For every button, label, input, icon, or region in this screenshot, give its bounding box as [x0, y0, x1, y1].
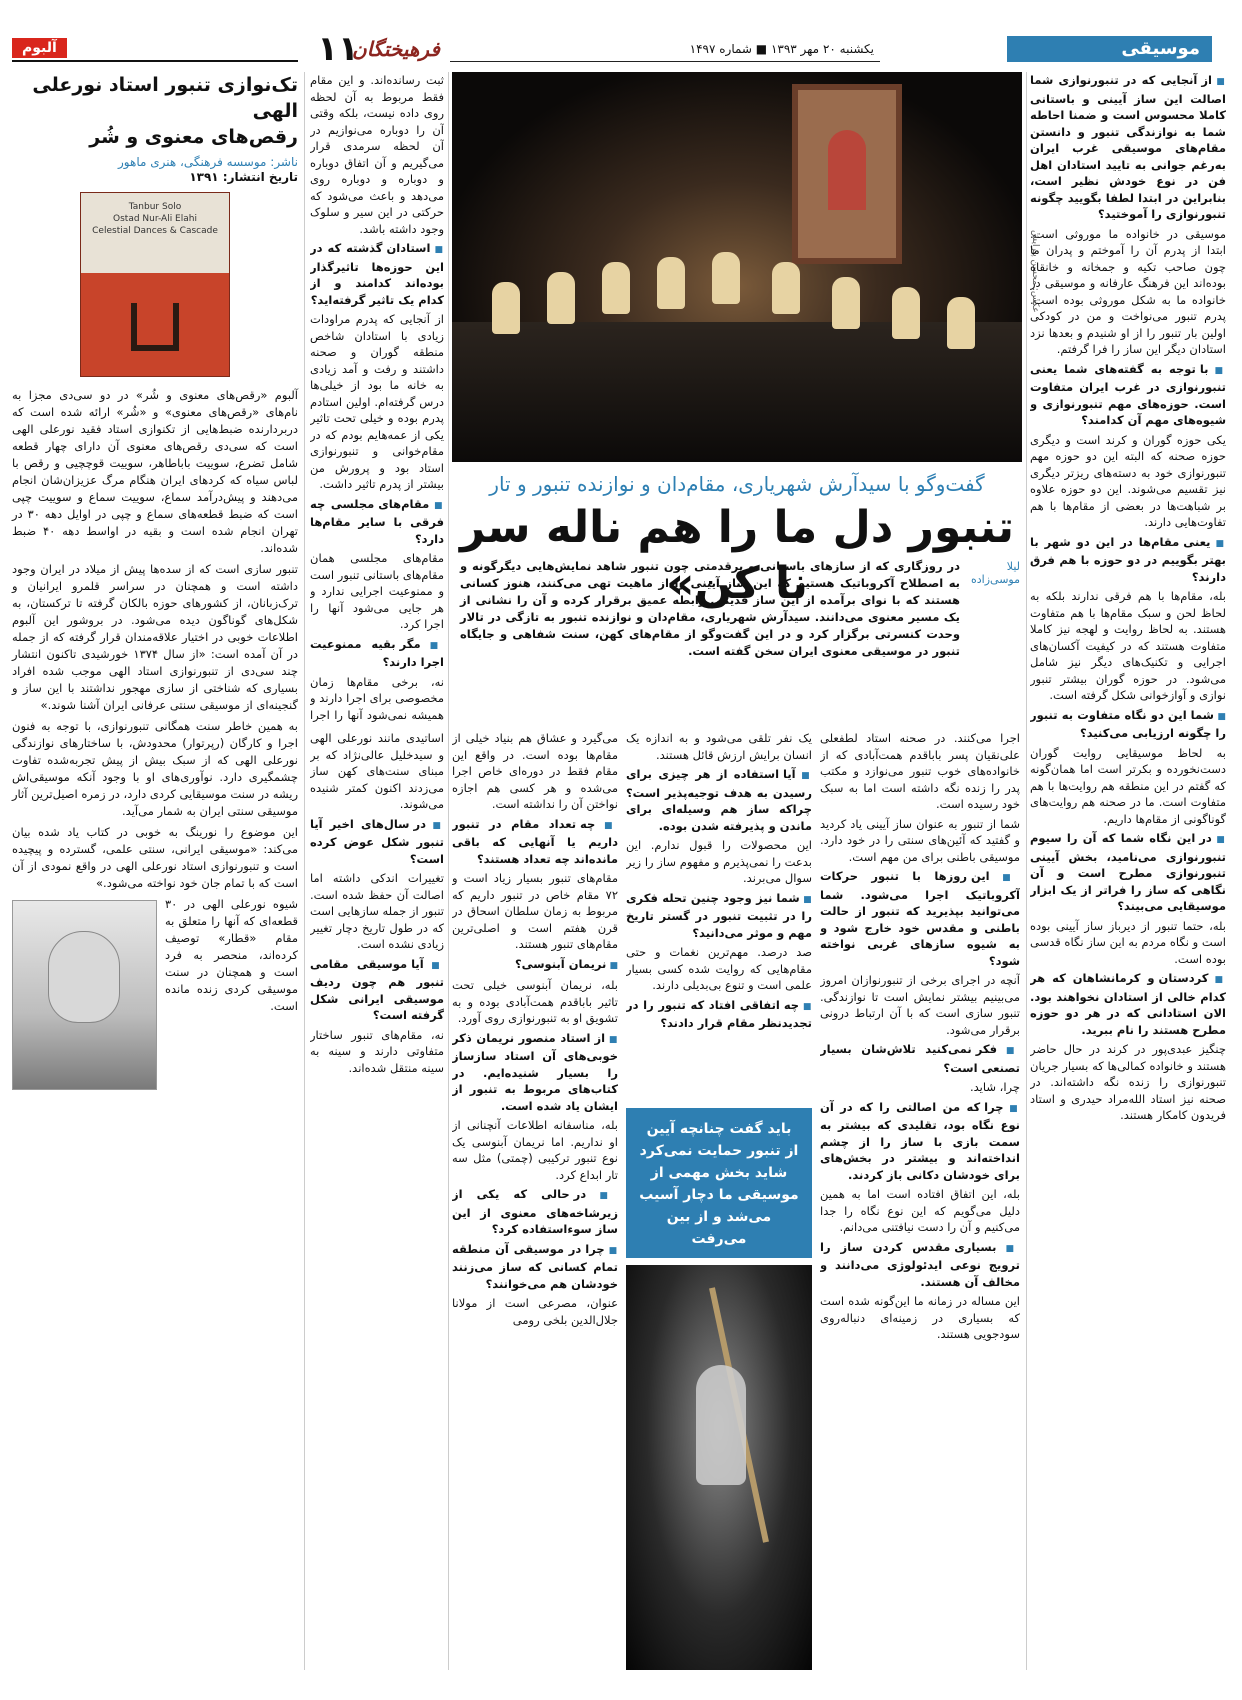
album-publish-date: تاریخ انتشار: ۱۳۹۱ — [189, 170, 298, 184]
interview-answer: به لحاظ موسیقایی روایت گوران دست‌نخورده و بکرتر است اما همان‌گونه که گفتم در این منطقه هم روایت‌ها با هم متفاوت است. ما در صحنه هم روایت‌های گوناگونی از مقام‌ها داریم. — [1030, 745, 1226, 826]
column-divider — [1026, 72, 1027, 1670]
musician-figure — [832, 277, 860, 329]
interview-answer: بله، نریمان آبنوسی خیلی تحت تاثیر باباقدم همت‌آبادی بوده و به تشویق او به تنبورنوازی روی آورد. — [452, 978, 618, 1025]
interview-answer: چنگیز عبدی‌پور در کرند در حال حاضر هستند و خانواده کمالی‌ها که بسیار جریان تنبورنوازی را زنده نگه داشته‌اند. در صحنه نیز استاد الله‌مراد حیدری و استاد فریدون کامکار هستند. — [1030, 1042, 1226, 1122]
interview-question: ■ این روزها با تنبور حرکات آکروباتیک اجرا می‌شود. شما می‌توانید بپذیرید که تنبور از حالت باطنی و مقدس خود خارج شود و به شیوه سازهای غربی نواخته شود؟ — [820, 868, 1020, 969]
column-divider — [304, 72, 305, 1670]
interview-answer: این محصولات را قبول ندارم. این بدعت را نمی‌پذیرم و مفهوم ساز را زیر سوال می‌برند. — [626, 838, 812, 885]
portrait-photo — [12, 900, 157, 1090]
interview-question: ■ شما این دو نگاه متفاوت به تنبور را چگونه ارزیابی می‌کنید؟ — [1030, 707, 1226, 742]
interview-question: ■ بسیاری مقدس کردن ساز را ترویج نوعی ایدئولوژی می‌دانند و مخالف آن هستند. — [820, 1239, 1020, 1291]
album-paragraph: آلبوم «رقص‌های معنوی و شُر» در دو سی‌دی مجزا به نام‌های «رقص‌های معنوی» و «شُر» ارائه شده است که دربردارنده ضبط‌هایی از تکنوازی استاد فقید نورعلی الهی است که سی‌دی رقص‌های معنوی آن دارای چهار قطعه شامل تضرع، سوییت باباطاهر، سوییت قوچچیی و رقص با لباس سیاه که کردهای ایران هنگام مرگ عزیزان‌شان انجام می‌دهند و پیش‌درآمد سماع، سوییت سماع و سوییت چپی است که ضبط قطعه‌های سماع و چپی در اوایل دهه ۳۰ در تهران انجام شده است و بقیه در اواسط دهه ۴۰ ضبط شده‌اند. — [12, 388, 298, 555]
interview-answer: موسیقی در خانواده ما موروثی است. ابتدا از پدرم آن را آموختم و پدران ما چون صاحب تکیه و جمخانه و خانقاه بوده‌اند این فرهنگ عارفانه و موسیقی در خانواده ما به شکل موروثی بوده است. پدرم تنبور می‌نواخت و من در کودکی اولین بار تنبور را از او شنیدم و بعدها نزد استادان دیگر این ساز را فرا گرفتم. — [1030, 226, 1226, 356]
article-column-6 — [310, 730, 444, 1670]
page-number: ۱۱ — [317, 29, 359, 69]
interview-answer: شما از تنبور به عنوان ساز آیینی یاد کردید و گفتید که آئین‌های سنتی را در خود دارد. موسیقی باطنی برای من مهم است. — [820, 816, 1020, 864]
interview-answer: نه، مقام‌های تنبور ساختار متفاوتی دارند و سینه به سینه منتقل شده‌اند. — [310, 1027, 444, 1075]
interview-answer: بله، حتما تنبور از دیرباز ساز آیینی بوده است و نگاه مردم به این ساز نگاه قدسی بوده است. — [1030, 918, 1226, 966]
musician-figure — [892, 287, 920, 339]
photo-credit: عکس: محسن پیرایش — [1030, 230, 1040, 313]
interview-answer: می‌گیرد و عشاق هم بنیاد خیلی از مقام‌ها بوده است. در واقع این مقام فقط در دوره‌ای خاص اجرا می‌شده و هر کسی هم اجازه نواختن آن را نداشته است. — [452, 731, 618, 811]
interview-answer: اجرا می‌کنند. در صحنه استاد لطفعلی علی‌نقیان پسر باباقدم همت‌آبادی که از خانواده‌های خوب تنبور می‌نوازد و مکتب پدر را زنده نگه داشته است اما به سبک خود رسیده است. — [820, 731, 1020, 811]
musician-figure — [547, 272, 575, 324]
interview-question: ■ از آنجایی که در تنبورنوازی شما اصالت این ساز آیینی و باستانی کاملا محسوس است و ضمنا احاطه شما به نوازندگی تنبور و دانستن مقام‌های موسیقی غرب ایران به‌رغم جوانی به تایید استادان اهل فن در نوع خودش نظیر است، بنابراین در ابتدا لطفا بگویید چگونه تنبورنوازی را آموختید؟ — [1030, 72, 1226, 223]
stage — [452, 322, 1022, 462]
album-publisher: ناشر: موسسه فرهنگی، هنری ماهور — [118, 155, 298, 169]
interview-question: ■ چه اتفاقی افتاد که تنبور را در تجدیدنظر مقام قرار دادند؟ — [626, 997, 812, 1032]
interview-answer: مقام‌های تنبور بسیار زیاد است و ۷۲ مقام خاص در تنبور داریم که مربوط به زمان سلطان اسحاق در قرن هفتم است و اصلی‌ترین مقام‌های تنبور هستند. — [452, 871, 618, 951]
album-cover-text: Tanbur Solo Ostad Nur-Ali Elahi Celestial Dances & Cascade — [81, 193, 229, 273]
tanbur-player-photo — [626, 1265, 812, 1670]
interview-question: ■ چرا که من اصالتی را که در آن نوع نگاه بود، تقلیدی که بیشتر به سمت بازی با ساز را از چشم انداخته‌اند و بیشتر در بخش‌های برای خودشان دکانی باز کردند. — [820, 1099, 1020, 1184]
interview-question: ■ در این نگاه شما که آن را سیوم تنبورنوازی می‌نامید، بخش آیینی تنبورنوازی مطرح است و آن نگاهی که ساز را فراتر از یک ابزار موسیقایی می‌بیند؟ — [1030, 830, 1226, 915]
interview-answer: ثبت رسانده‌اند. و این مقام فقط مربوط به آن لحظه روی داده نیست، بلکه وقتی آن را دوباره می‌نوازیم در آن لحظه سرمدی قرار می‌گیریم و آن اتفاق دوباره و دوباره و دوباره روی می‌دهد و باعث می‌شود که حرکتی در این سیر و سلوک وجود داشته باشد. — [310, 73, 444, 236]
album-paragraph: این موضوع را نورینگ به خوبی در کتاب یاد شده بیان می‌کند: «موسیقی ایرانی، سنتی علمی، گسترده و پیچیده است و تنبورنوازی استاد نورعلی الهی در واقع نمودی از آن است که با تمام جان خود نواخته می‌شود.» — [12, 825, 298, 890]
interview-question: ■ با توجه به گفته‌های شما یعنی تنبورنوازی در غرب ایران متفاوت است. حوزه‌های مهم تنبورنوازی و شیوه‌های مهم آن کدامند؟ — [1030, 361, 1226, 429]
album-review — [12, 72, 298, 1672]
interview-answer: تغییرات اندکی داشته اما اصالت آن حفظ شده است. تنبور از جمله سازهایی است که در طول تاریخ دچار تغییر زیادی نشده است. — [310, 871, 444, 951]
musician-figure — [602, 262, 630, 314]
interview-answer: یکی حوزه گوران و کرند است و دیگری حوزه صحنه که البته این دو حوزه مهم تنبورنوازی خود به دسته‌های ریزتر دیگری نیز تقسیم می‌شوند. این دو حوزه علاوه بر شباهت‌ها در بعضی از مقام‌ها با هم تفاوت‌هایی دارند. — [1030, 432, 1226, 529]
album-section-tag — [12, 36, 298, 62]
interview-question: ■ مقام‌های مجلسی چه فرقی با سایر مقام‌ها دارد؟ — [310, 496, 444, 548]
interview-answer: از آنجایی که پدرم مراودات زیادی با استادان شاخص منطقه گوران و صحنه داشتند و رفت و آمد زیادی به خانه ما بود از خیلی‌ها درس گرفته‌ام. اولین استادم پدرم بوده و خیلی تحت تاثیر یکی از عمه‌هایم بودم که در مقام‌خوانی و تنبورنوازی استاد بود و پرورش من بیشتر از پدرم تاثیر داشت. — [310, 312, 444, 491]
interview-question: ■ شما نیز وجود چنین تحله فکری را در تثبیت تنبور در گستر تاریخ مهم و موثر می‌دانید؟ — [626, 890, 812, 942]
interview-question: ■ فکر نمی‌کنید تلاش‌شان بسیار تصنعی است؟ — [820, 1041, 1020, 1076]
interview-question: ■ استادان گذشته که در این حوزه‌ها تاثیرگذار بوده‌اند کدامند و از کدام یک تاثیر گرفته‌اید؟ — [310, 240, 444, 308]
article-column-4 — [626, 730, 812, 1100]
interview-question: ■ یعنی مقام‌ها در این دو شهر با بهتر بگوییم در دو حوزه با هم فرق دارند؟ — [1030, 534, 1226, 586]
interview-question: ■ از استاد منصور نریمان ذکر خوبی‌های آن استاد سازساز را بسیار شنیده‌ایم. در کتاب‌های مربوط به تنبور از ایشان یاد شده است. — [452, 1030, 618, 1115]
issue-line: یکشنبه ۲۰ مهر ۱۳۹۳ ■ شماره ۱۴۹۷ — [450, 36, 880, 62]
interview-answer: بله، این اتفاق افتاده است اما به همین دلیل می‌گویم که این نوع نگاه را جدا می‌کنیم و آن را دست نیافتنی می‌دانم. — [820, 1187, 1020, 1234]
album-tag-label: آلبوم — [12, 38, 67, 58]
interview-question: ■ چرا در موسیقی آن منطقه تمام کسانی که ساز می‌زنند خودشان هم می‌خوانند؟ — [452, 1241, 618, 1293]
interview-answer: صد درصد. مهم‌ترین نغمات و حتی مقام‌هایی که روایت شده کسی بسیار علمی است و تنوع بی‌بدیلی دارند. — [626, 945, 812, 992]
album-paragraph: شیوه نورعلی الهی در ۳۰ قطعه‌ای که آنها را متعلق به مقام «قطار» توصیف کرده‌اند، منحصر به فرد است و همچنان در سنت موسیقی کردی زنده مانده است. — [165, 897, 298, 1013]
album-paragraph: به همین خاطر سنت همگانی تنبورنوازی، با توجه به فنون اجرا و کارگان (رپرتوار) محدودش، با ساختارهای نوازندگی نورعلی الهی که از سبک بیش از پیش تجربه‌شده تفاوت چشمگیری دارد. نوآوری‌های او با وجود آنکه موسیقی‌اش ریشه در سنت موسیقایی کردی دارد، در زمره اصیل‌ترین آثار موسیقی سنتی ایران به شمار می‌آید. — [12, 719, 298, 818]
article-column-1 — [1030, 72, 1226, 1670]
cover-emblem-icon — [131, 303, 179, 351]
interview-answer: بله، مناسفانه اطلاعات آنچنانی از او نداریم. اما نریمان آبنوسی یک نوع تنبور ترکیبی (چمتی) مثل سه تار ابداع کرد. — [452, 1118, 618, 1182]
carpet-backdrop — [792, 84, 902, 264]
article-kicker: گفت‌وگو با سیدآرش شهریاری، مقام‌دان و نوازنده تنبور و تار — [489, 472, 985, 496]
interview-question: ■ آیا استفاده از هر چیزی برای رسیدن به هدف توجیه‌پذیر است؟ چراکه ساز هم وسیله‌ای برای ماندن و پذیرفته شدن بوده. — [626, 766, 812, 834]
musician-figure — [657, 257, 685, 309]
pull-quote: باید گفت چنانچه آیین از تنبور حمایت نمی‌کرد شاید بخش مهمی از موسیقی ما دچار آسیب می‌شد و از بین می‌رفت — [626, 1108, 812, 1258]
interview-question: ■ چه تعداد مقام در تنبور داریم یا آنهایی که باقی مانده‌اند چه تعداد هستند؟ — [452, 816, 618, 868]
musician-figure — [492, 282, 520, 334]
interview-answer: یک نفر تلقی می‌شود و به اندازه یک انسان برایش ارزش قائل هستند. — [626, 731, 812, 762]
interview-question: ■ کردستان و کرمانشاهان که هر کدام خالی از استادان نخواهند بود. الان استادانی که در هر دو حوزه مطرح هستند را نام ببرید. — [1030, 970, 1226, 1038]
interview-answer: اساتیدی مانند نورعلی الهی و سیدخلیل عالی‌نژاد که بر مبنای سنت‌های کهن ساز می‌زدند اکنون کمتر شنیده می‌شوند. — [310, 731, 444, 811]
musician-figure — [947, 297, 975, 349]
interview-answer: عنوان، مصرعی است از مولانا جلال‌الدین بلخی رومی — [452, 1296, 618, 1327]
interview-question: ■ مگر بقیه ممنوعیت اجرا دارند؟ — [310, 636, 444, 671]
interview-answer: چرا، شاید. — [969, 1080, 1020, 1094]
album-paragraph: تنبور سازی است که از سده‌ها پیش از میلاد در ایران وجود داشته است و همچنان در سراسر قلمرو ایرانیان و ترک‌زبانان، از کشورهای حوزه بالکان گرفته تا ترکستان، به شکل‌های گوناگون دیده می‌شود. در بروشور این آلبوم اطلاعات خوبی در اختیار علاقه‌مندان قرار گرفته که از جمله در آن آمده است: «از سال ۱۳۷۴ خورشیدی تاکنون انتشار چند سی‌دی از تنبورنوازی استاد الهی موجب شده افراد بسیاری که شناختی از سازی مهجور نداشتند با این ساز و گنجینه‌ای از موسیقی سنتی عرفانی ایران آشنا شوند.» — [12, 562, 298, 712]
album-title: تک‌نوازی تنبور استاد نورعلی الهی — [32, 74, 298, 122]
interview-answer: این مساله در زمانه ما این‌گونه شده است که بسیاری در زمینه‌ای دنباله‌روی سودجویی هستند. — [820, 1294, 1020, 1341]
album-subtitle: رقص‌های معنوی و شُر — [89, 126, 298, 148]
musician-figure — [772, 262, 800, 314]
interview-question: ■ نریمان آبنوسی؟ — [452, 956, 618, 975]
interview-answer: مقام‌های مجلسی همان مقام‌های باستانی تنبور است و ممنوعیت اجرایی ندارد و هر جایی می‌شود آنها را اجرا کرد. — [310, 551, 444, 631]
musician-figure — [712, 252, 740, 304]
article-column-5 — [452, 730, 618, 1670]
article-column-2 — [310, 72, 444, 722]
article-byline: لیلا موسی‌زاده — [971, 560, 1020, 586]
interview-answer: بله، مقام‌ها با هم فرقی ندارند بلکه به لحاظ لحن و سبک مقام‌ها با هم متفاوت هستند. به لحاظ روایت و لهجه نیز کاملا متفاوت هستند که در کیفیت آکسان‌های اجرایی و تکنیک‌های دیگر نیز شامل می‌شود. در حوزه گوران بیشتر تنبور نوازی و آوازخوانی شکل گرفته است. — [1030, 589, 1226, 702]
section-title: موسیقی — [1007, 36, 1212, 62]
newspaper-logo: فرهیختگان — [352, 37, 440, 61]
column-divider — [448, 72, 449, 1670]
interview-question: ■ در سال‌های اخیر آیا تنبور شکل عوض کرده است؟ — [310, 816, 444, 868]
concert-photo — [452, 72, 1022, 462]
interview-answer: نه، برخی مقام‌ها زمان مخصوصی برای اجرا دارند و همیشه نمی‌شود آنها را اجرا — [310, 674, 444, 722]
album-cover-image — [80, 192, 230, 377]
article-column-3 — [820, 730, 1020, 1670]
interview-answer: آنچه در اجرای برخی از تنبورنوازان امروز می‌بینیم بیشتر نمایش است تا نوازندگی. تنبور سازی است که با آن ارتباط درونی برقرار می‌شود. — [820, 973, 1020, 1037]
interview-question: ■ در حالی که یکی از زیرشاخه‌های معنوی از این ساز سوءاستفاده کرد؟ — [452, 1186, 618, 1238]
interview-question: ■ آیا موسیقی مقامی تنبور هم چون ردیف موسیقی ایرانی شکل گرفته است؟ — [310, 956, 444, 1024]
article-headline: تنبور دل ما را هم ناله سر نا کن» — [459, 502, 1015, 609]
article-lead: در روزگاری که از سازهای باستانی و پرقدمتی چون تنبور شاهد نمایش‌هایی دیگرگونه و به اصطلاح آکروباتیک هستیم که این ساز آیینی را از ماهیت تهی می‌کنند، هنوز کسانی هستند که با نوای برآمده از این ساز قدیمی رابطه عمیق برقرار کرده و آن را نشانی از یک مسیر معنوی می‌دانند. سیدآرش شهریاری، مقام‌دان و نوازنده تنبور به تازگی در تالار وحدت کنسرتی برگزار کرد و در این گفت‌وگو از مقام‌های کهن، سنت شفاهی و جایگاه تنبور در موسیقی معنوی ایران سخن گفته است. — [460, 559, 960, 658]
page-header — [0, 29, 1242, 69]
